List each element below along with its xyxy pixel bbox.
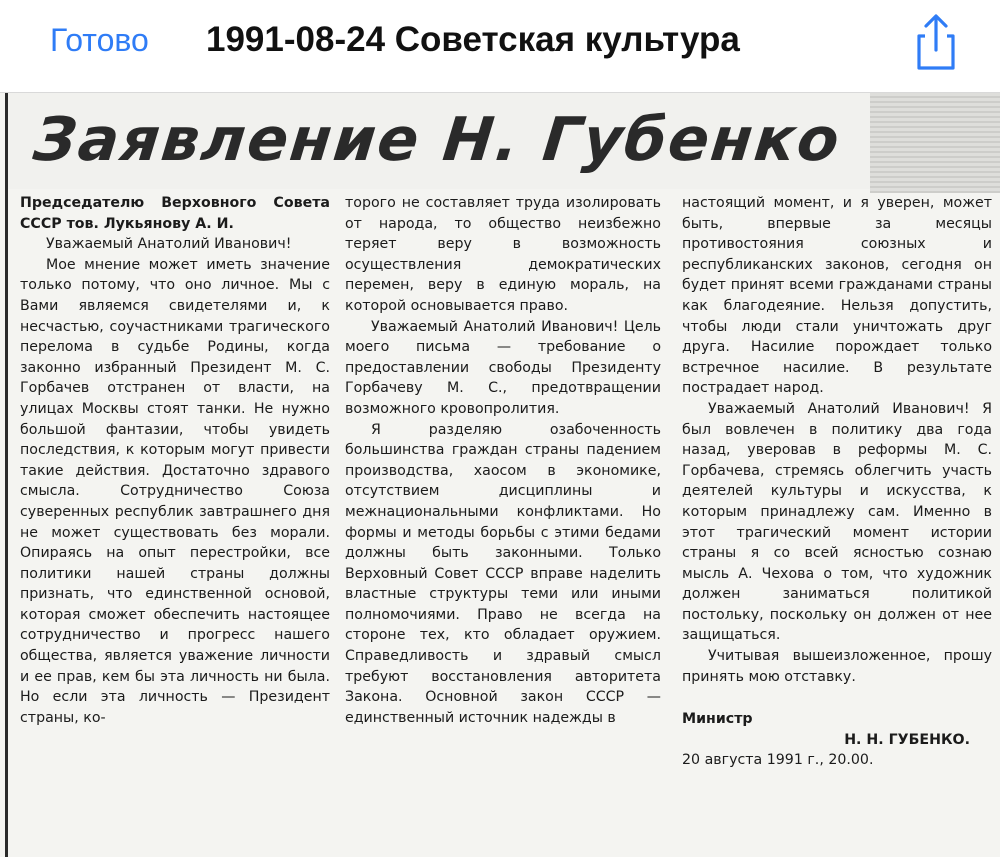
column-rule [5, 93, 8, 857]
paragraph: Уважаемый Анатолий Иванович! Я был вовлечен в политику два года назад, уверовав в реформы М. С. Горбачева, стремясь облегчить участь деятелей культуры и искусства, к которым принадлежу сам. Именно в этот трагический момент истории страны я со всей ясностью сознаю мысль А. Чехова о том, что художник должен заниматься политикой постольку, поскольку он должен от нее защищаться. [682, 400, 992, 644]
article-headline: Заявление Н. Губенко [30, 105, 845, 175]
signature-name: Н. Н. ГУБЕНКО. [844, 731, 970, 748]
paragraph: торого не составляет труда изолировать от народа, то общество неизбежно теряет веру в возможность осуществления демократических перемен, веру в единую мораль, на которой основывается право. [345, 195, 661, 314]
document-title: 1991-08-24 Советская культура [206, 20, 740, 59]
signature-role: Министр [682, 711, 753, 728]
addressee: Председателю Верховного Совета СССР тов. Лукьянову А. И. [20, 195, 330, 232]
toolbar [0, 0, 1000, 93]
paragraph: настоящий момент, и я уверен, может быть, впервые за месяцы противостояния союзных и республиканских законов, сегодня он будет принят всеми гражданами страны как благодеяние. Нельзя допустить, чтобы люди стали уничтожать друг друга. Насилие порождает только встречное насилие. В результате пострадает народ. [682, 195, 992, 397]
done-button[interactable]: Готово [50, 22, 149, 58]
paragraph: Уважаемый Анатолий Иванович! Цель моего письма — требование о предоставлении свободы Президенту Горбачеву М. С., предотвращении возможного кровопролития. [345, 318, 661, 417]
signature-date: 20 августа 1991 г., 20.00. [682, 752, 874, 769]
article-column-3 [682, 193, 992, 771]
paragraph: Я разделяю озабоченность большинства граждан страны падением производства, хаосом в экономике, отсутствием дисциплины и межнациональными конфликтами. Но формы и методы борьбы с этими бедами должны быть законными. Только Верховный Совет СССР вправе наделить властные структуры теми или иными полномочиями. Право не всегда на стороне тех, кто обладает оружием. Справедливость и здравый смысл требуют восстановления авторитета Закона. Основной закон СССР — единственный источник надежды в [345, 421, 661, 726]
share-icon [910, 12, 962, 72]
share-button[interactable] [910, 12, 962, 72]
newspaper-clipping [0, 93, 1000, 857]
adjacent-column-fragment [870, 93, 1000, 193]
article-column-2 [345, 193, 661, 728]
article-column-1 [20, 193, 330, 728]
paragraph: Мое мнение может иметь значение только потому, что оно личное. Мы с Вами являемся свидетелями и, к несчастью, соучастниками трагического перелома в судьбе Родины, когда законно избранный Президент М. С. Горбачев отстранен от власти, на улицах Москвы стоят танки. Не нужно большой фантазии, чтобы увидеть последствия, к которым могут привести такие действия. Достаточно здравого смысла. Сотрудничество Союза суверенных республик завтрашнего дня не может существовать без морали. Опираясь на опыт перестройки, все политики нашей страны должны признать, что единственной основой, которая сможет обеспечить настоящее сотрудничество и прогресс нашего общества, является уважение личности и ее прав, кем бы эта личность ни была. Но если эта личность — Президент страны, ко- [20, 256, 330, 726]
salutation: Уважаемый Анатолий Иванович! [46, 236, 292, 253]
paragraph: Учитывая вышеизложенное, прошу принять мою отставку. [682, 648, 992, 685]
